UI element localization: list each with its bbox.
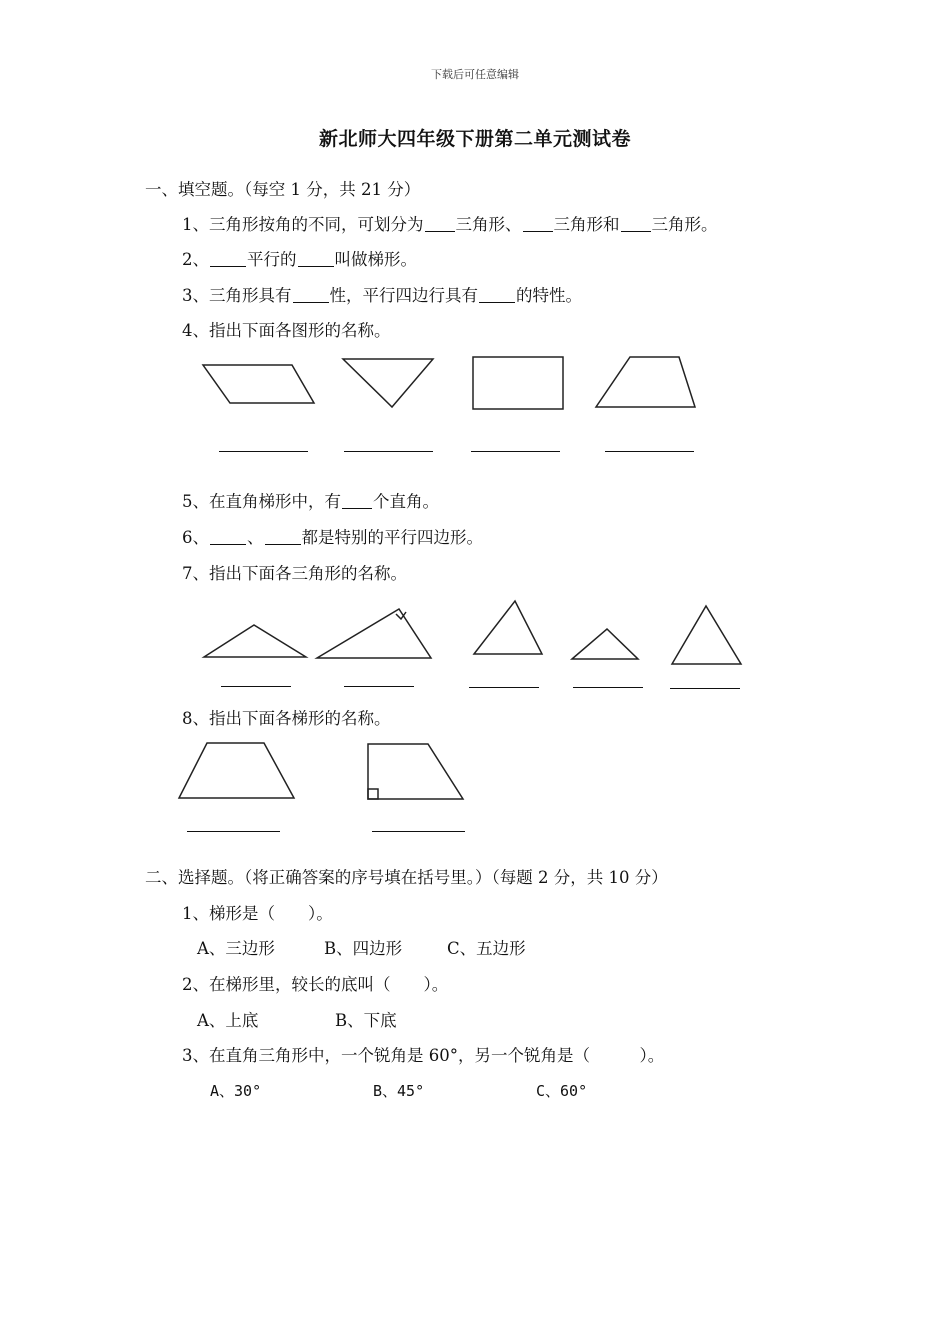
q3-text-part3: 的特性。 <box>516 286 582 305</box>
isosceles-trapezoid-shape <box>179 743 294 798</box>
question-2-2: 2、在梯形里，较长的底叫（ ）。 <box>182 975 449 994</box>
option-b[interactable]: B、四边形 <box>324 939 403 958</box>
q2-text-part3: 叫做梯形。 <box>334 250 417 269</box>
q2-text-part2: 平行的 <box>247 250 297 269</box>
q3-text-part2: 性，平行四边行具有 <box>329 286 478 305</box>
q6-text-part3: 都是特别的平行四边形。 <box>301 528 483 547</box>
answer-line[interactable] <box>372 831 465 832</box>
right-angle-mark <box>368 789 378 799</box>
option-c[interactable]: C、五边形 <box>447 939 526 958</box>
answer-line[interactable] <box>187 831 280 832</box>
section2-heading: 二、选择题。（将正确答案的序号填在括号里。）（每题 2 分，共 10 分） <box>145 868 668 887</box>
section1-heading: 一、填空题。（每空 1 分，共 21 分） <box>145 180 421 199</box>
option-a[interactable]: A、30° <box>210 1082 262 1100</box>
q1-text-part3: 三角形和 <box>553 215 620 234</box>
q1-text-part2: 三角形、 <box>455 215 522 234</box>
question-1-7: 7、指出下面各三角形的名称。 <box>182 564 407 583</box>
question-2-1: 1、梯形是（ ）。 <box>182 904 333 923</box>
option-c[interactable]: C、60° <box>536 1082 588 1100</box>
q6-text-part1: 6、 <box>182 528 209 547</box>
option-a[interactable]: A、上底 <box>197 1011 259 1030</box>
option-a[interactable]: A、三边形 <box>197 939 275 958</box>
q5-text-part1: 5、在直角梯形中，有 <box>182 492 341 511</box>
q1-text-part4: 三角形。 <box>651 215 718 234</box>
q2-text-part1: 2、 <box>182 250 209 269</box>
q3-text-part1: 3、三角形具有 <box>182 286 292 305</box>
right-trapezoid-shape <box>368 744 463 799</box>
page-title: 新北师大四年级下册第二单元测试卷 <box>318 128 631 150</box>
question-1-8: 8、指出下面各梯形的名称。 <box>182 709 391 728</box>
option-b[interactable]: B、下底 <box>335 1011 397 1030</box>
option-b[interactable]: B、45° <box>373 1082 425 1100</box>
header-note: 下载后可任意编辑 <box>431 68 519 81</box>
q1-text-part1: 1、三角形按角的不同，可划分为 <box>182 215 424 234</box>
q5-text-part2: 个直角。 <box>373 492 439 511</box>
q6-text-part2: 、 <box>247 528 264 547</box>
question-2-3: 3、在直角三角形中，一个锐角是 60°，另一个锐角是（ ）。 <box>182 1046 665 1065</box>
question-1-4: 4、指出下面各图形的名称。 <box>182 321 391 340</box>
